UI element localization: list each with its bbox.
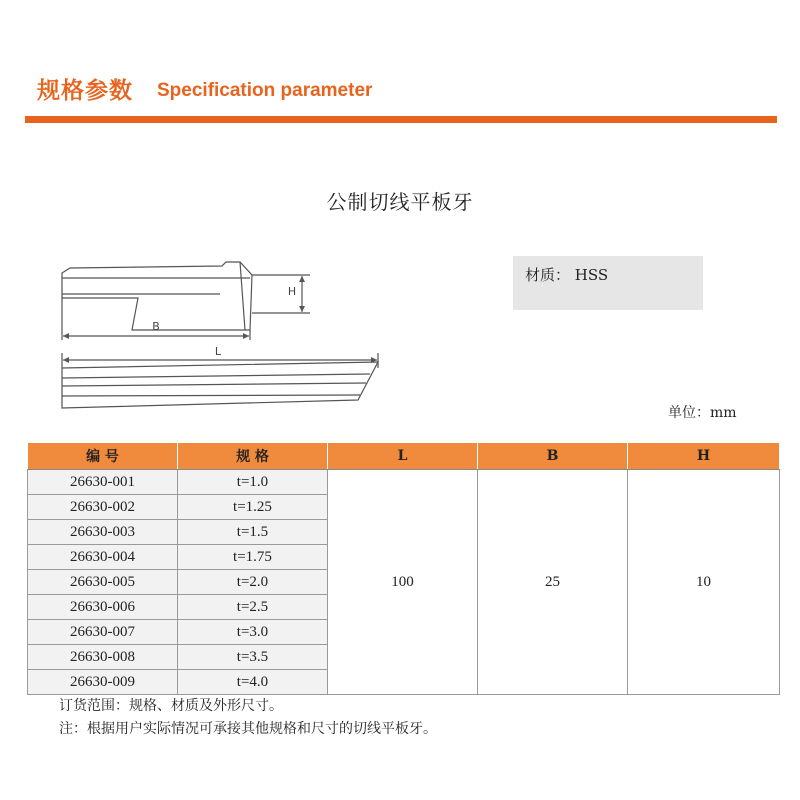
section-title-cn: 规格参数 xyxy=(37,78,133,104)
column-header-spec: 规 格 xyxy=(178,443,328,470)
column-header-h: H xyxy=(628,443,780,470)
spec-cell: t=3.5 xyxy=(178,645,328,670)
l-value-cell: 100 xyxy=(328,470,478,695)
column-header-code: 编 号 xyxy=(28,443,178,470)
material-text: 材质： HSS xyxy=(525,266,609,284)
spec-cell: t=1.25 xyxy=(178,495,328,520)
section-title-en: Specification parameter xyxy=(157,80,373,101)
code-cell: 26630-002 xyxy=(28,495,178,520)
spec-cell: t=3.0 xyxy=(178,620,328,645)
section-header xyxy=(25,66,777,124)
plan-view-line-2 xyxy=(62,383,366,386)
l-label: L xyxy=(214,345,222,358)
spec-cell: t=2.5 xyxy=(178,595,328,620)
code-cell: 26630-001 xyxy=(28,470,178,495)
b-arrow-right xyxy=(243,333,249,339)
code-cell: 26630-005 xyxy=(28,570,178,595)
technical-drawing xyxy=(40,250,400,420)
side-profile-bevel xyxy=(240,262,245,330)
product-title: 公制切线平板牙 xyxy=(326,190,474,214)
code-cell: 26630-007 xyxy=(28,620,178,645)
l-arrow-left xyxy=(63,357,69,363)
b-arrow-left xyxy=(63,333,69,339)
material-box xyxy=(513,256,703,310)
order-scope-note: 订货范围：规格、材质及外形尺寸。 xyxy=(59,698,283,714)
column-header-l: L xyxy=(328,443,478,470)
custom-order-note: 注：根据用户实际情况可承接其他规格和尺寸的切线平板牙。 xyxy=(59,721,437,737)
header-divider xyxy=(25,116,777,123)
spec-cell: t=1.0 xyxy=(178,470,328,495)
spec-cell: t=4.0 xyxy=(178,670,328,695)
spec-cell: t=1.75 xyxy=(178,545,328,570)
plan-view-line-3 xyxy=(62,395,360,396)
code-cell: 26630-009 xyxy=(28,670,178,695)
h-arrow-bottom xyxy=(299,306,305,312)
table-header-row xyxy=(28,443,780,470)
b-value-cell: 25 xyxy=(478,470,628,695)
code-cell: 26630-006 xyxy=(28,595,178,620)
column-header-b: B xyxy=(478,443,628,470)
h-label: H xyxy=(287,285,297,298)
spec-cell: t=1.5 xyxy=(178,520,328,545)
spec-cell: t=2.0 xyxy=(178,570,328,595)
code-cell: 26630-003 xyxy=(28,520,178,545)
h-value-cell: 10 xyxy=(628,470,780,695)
spec-table xyxy=(27,442,780,695)
unit-label: 单位：mm xyxy=(668,405,737,421)
notes xyxy=(59,695,437,741)
plan-view-line-1 xyxy=(62,374,370,378)
code-cell: 26630-004 xyxy=(28,545,178,570)
h-arrow-top xyxy=(299,276,305,282)
b-label: B xyxy=(152,320,160,333)
table-row xyxy=(28,470,780,495)
code-cell: 26630-008 xyxy=(28,645,178,670)
